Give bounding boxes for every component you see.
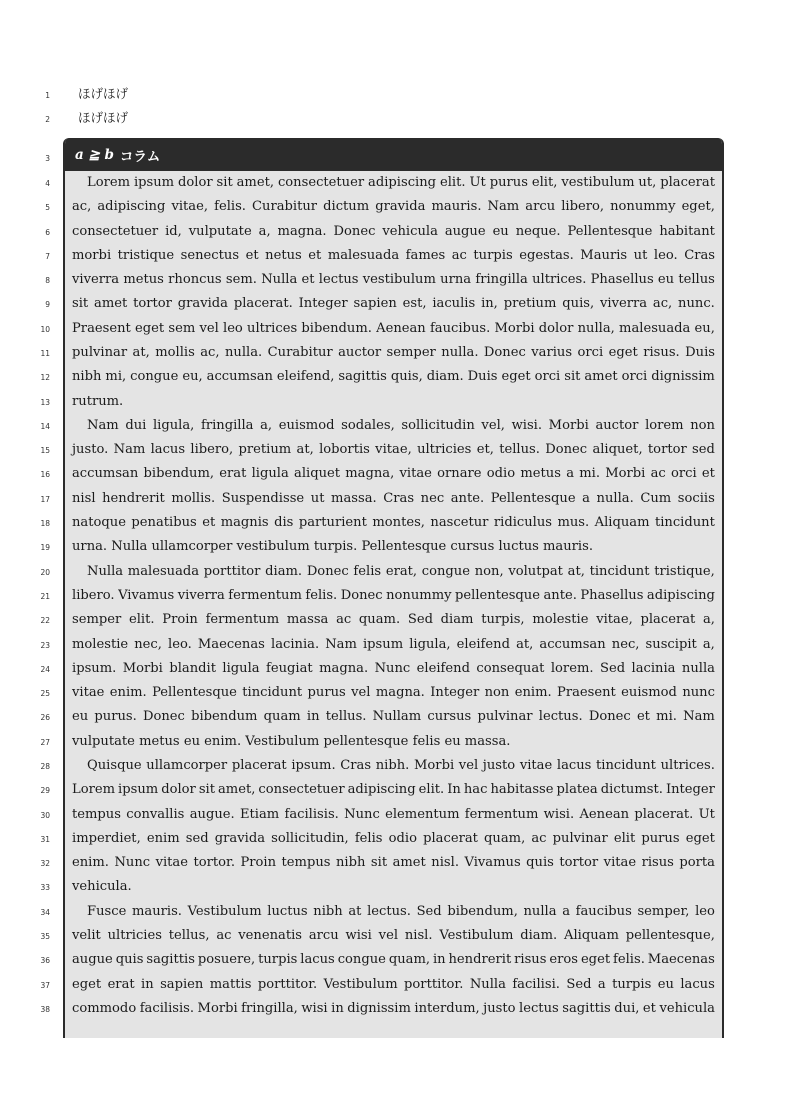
line-number: 29: [40, 786, 50, 796]
body-text-line: eu purus. Donec bibendum quam in tellus. Nullam cursus pulvinar lectus. Donec et mi. Nam: [72, 709, 715, 725]
body-text-line: vulputate metus eu enim. Vestibulum pellentesque felis eu massa.: [72, 733, 511, 749]
line-number: 19: [40, 543, 50, 553]
line-number: 10: [40, 324, 50, 334]
line-number: 38: [40, 1004, 50, 1014]
line-number: 7: [45, 251, 50, 261]
line-number: 25: [40, 689, 50, 699]
line-number: 21: [40, 591, 50, 601]
line-number: 27: [40, 737, 50, 747]
body-text-line: Nulla malesuada porttitor diam. Donec felis erat, congue non, volutpat at, tincidunt tristique,: [87, 563, 715, 579]
body-text-line: nibh mi, congue eu, accumsan eleifend, sagittis quis, diam. Duis eget orci sit amet orci dignissim: [72, 369, 715, 385]
line-number: 28: [40, 761, 50, 771]
line-number: 11: [40, 349, 50, 359]
body-text-line: nisl hendrerit mollis. Suspendisse ut massa. Cras nec ante. Pellentesque a nulla. Cum sociis: [72, 490, 715, 506]
intro-line: ほげほげ: [78, 86, 129, 101]
line-number: 33: [40, 883, 50, 893]
line-number: 36: [40, 956, 50, 966]
body-text-line: Fusce mauris. Vestibulum luctus nibh at lectus. Sed bibendum, nulla a faucibus semper, leo: [87, 903, 715, 919]
line-number: 13: [40, 397, 50, 407]
body-text-line: semper elit. Proin fermentum massa ac quam. Sed diam turpis, molestie vitae, placerat a,: [72, 612, 715, 628]
body-text-line: ipsum. Morbi blandit ligula feugiat magna. Nunc eleifend consequat lorem. Sed lacinia nulla: [72, 660, 715, 676]
body-text-line: rutrum.: [72, 393, 124, 409]
body-text-line: augue quis sagittis posuere, turpis lacus congue quam, in hendrerit risus eros eget felis. Maecenas: [72, 952, 715, 968]
line-number: 26: [40, 713, 50, 723]
line-number: 31: [40, 834, 50, 844]
line-number: 17: [40, 494, 50, 504]
line-number: 15: [40, 446, 50, 456]
line-number: 8: [45, 276, 50, 286]
column-title-text: コラム: [119, 148, 161, 165]
body-text-line: vehicula.: [72, 879, 132, 895]
body-text-line: pulvinar at, mollis ac, nulla. Curabitur auctor semper nulla. Donec varius orci eget risus. Duis: [72, 345, 715, 361]
line-number: 20: [40, 567, 50, 577]
body-text-line: molestie nec, leo. Maecenas lacinia. Nam ipsum ligula, eleifend at, accumsan nec, suscipit a,: [72, 636, 715, 652]
body-text-line: viverra metus rhoncus sem. Nulla et lectus vestibulum urna fringilla ultrices. Phasellus eu tellus: [72, 272, 715, 288]
line-number: 5: [45, 203, 50, 213]
line-number: 16: [40, 470, 50, 480]
body-text-line: natoque penatibus et magnis dis parturient montes, nascetur ridiculus mus. Aliquam tincidunt: [72, 515, 715, 531]
line-number: 12: [40, 373, 50, 383]
body-text-line: eget erat in sapien mattis porttitor. Vestibulum porttitor. Nulla facilisi. Sed a turpis eu lacus: [72, 976, 715, 992]
body-text-line: urna. Nulla ullamcorper vestibulum turpis. Pellentesque cursus luctus mauris.: [72, 539, 594, 555]
body-text-line: tempus convallis augue. Etiam facilisis. Nunc elementum fermentum wisi. Aenean placerat. Ut: [72, 806, 715, 822]
line-number: 35: [40, 931, 50, 941]
line-number: 32: [40, 859, 50, 869]
line-number: 6: [45, 227, 50, 237]
body-text-line: Praesent eget sem vel leo ultrices bibendum. Aenean faucibus. Morbi dolor nulla, malesuada eu,: [72, 320, 715, 336]
line-number: 34: [40, 907, 50, 917]
line-number: 18: [40, 519, 50, 529]
body-text-line: Nam dui ligula, fringilla a, euismod sodales, sollicitudin vel, wisi. Morbi auctor lorem non: [87, 417, 715, 433]
column-title-math: a ≧ b: [75, 146, 114, 163]
body-text-line: Quisque ullamcorper placerat ipsum. Cras nibh. Morbi vel justo vitae lacus tincidunt ultrices.: [87, 757, 715, 773]
line-number: 4: [45, 179, 50, 188]
body-text-line: Lorem ipsum dolor sit amet, consectetuer adipiscing elit. In hac habitasse platea dictumst. Integer: [72, 782, 715, 798]
body-text-line: libero. Vivamus viverra fermentum felis. Donec nonummy pellentesque ante. Phasellus adipiscing: [72, 587, 715, 603]
line-number: 14: [40, 421, 50, 431]
body-text-line: imperdiet, enim sed gravida sollicitudin, felis odio placerat quam, ac pulvinar elit purus eget: [72, 830, 715, 846]
line-number: 30: [40, 810, 50, 820]
body-text-line: sit amet tortor gravida placerat. Integer sapien est, iaculis in, pretium quis, viverra ac, nunc.: [72, 296, 715, 312]
line-number: 23: [40, 640, 50, 650]
line-number: 22: [40, 616, 50, 626]
body-text-line: enim. Nunc vitae tortor. Proin tempus nibh sit amet nisl. Vivamus quis tortor vitae risus porta: [72, 855, 715, 871]
body-text-line: justo. Nam lacus libero, pretium at, lobortis vitae, ultricies et, tellus. Donec aliquet, tortor sed: [72, 442, 715, 458]
body-text-line: consectetuer id, vulputate a, magna. Donec vehicula augue eu neque. Pellentesque habitant: [72, 223, 715, 239]
line-number: 1: [45, 91, 50, 100]
intro-line: ほげほげ: [78, 110, 129, 125]
line-number: 24: [40, 664, 50, 674]
body-text-line: ac, adipiscing vitae, felis. Curabitur dictum gravida mauris. Nam arcu libero, nonummy eget,: [72, 199, 715, 215]
line-number: 2: [45, 115, 50, 124]
line-number: 3: [45, 154, 50, 163]
column-box-title: [65, 138, 722, 171]
line-number: 9: [45, 300, 50, 310]
line-number: 37: [40, 980, 50, 990]
body-text-line: morbi tristique senectus et netus et malesuada fames ac turpis egestas. Mauris ut leo. Cras: [72, 247, 715, 263]
body-text-line: Lorem ipsum dolor sit amet, consectetuer adipiscing elit. Ut purus elit, vestibulum ut, placerat: [87, 175, 715, 190]
body-text-line: accumsan bibendum, erat ligula aliquet magna, vitae ornare odio metus a mi. Morbi ac orci et: [72, 466, 715, 482]
body-text-line: commodo facilisis. Morbi fringilla, wisi in dignissim interdum, justo lectus sagittis dui, et vehicula: [72, 1000, 715, 1016]
body-text-line: vitae enim. Pellentesque tincidunt purus vel magna. Integer non enim. Praesent euismod nunc: [72, 685, 715, 701]
body-text-line: velit ultricies tellus, ac venenatis arcu wisi vel nisl. Vestibulum diam. Aliquam pellentesque,: [72, 927, 715, 943]
